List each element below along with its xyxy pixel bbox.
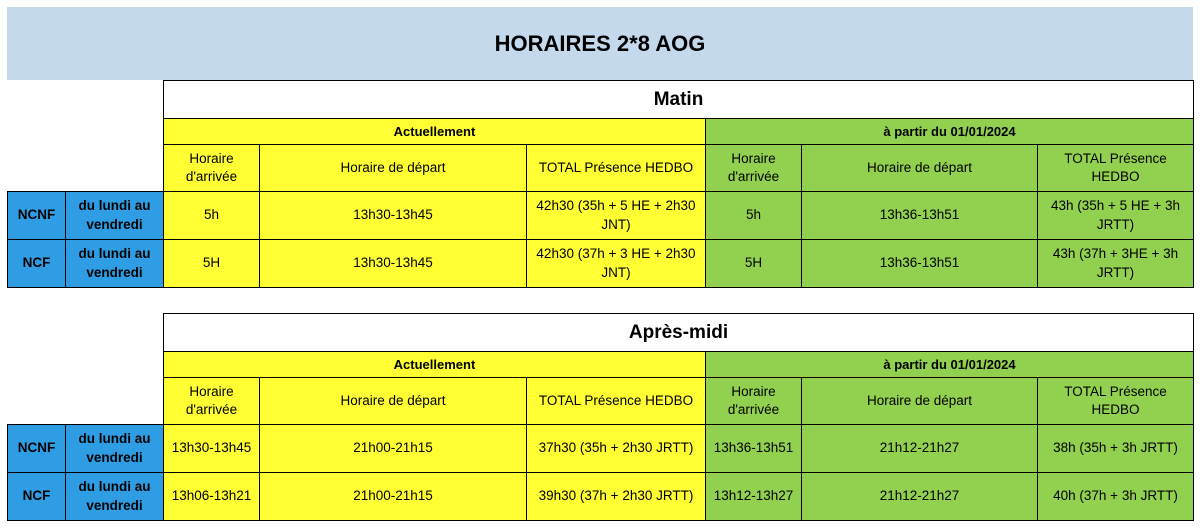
total-current-cell: 42h30 (35h + 5 HE + 2h30 JNT): [527, 192, 706, 240]
arrival-current-cell: 5H: [164, 240, 260, 288]
col-header-departure: Horaire de départ: [802, 145, 1038, 192]
total-current-cell: 42h30 (37h + 3 HE + 2h30 JNT): [527, 240, 706, 288]
arrival-future-cell: 5h: [706, 192, 802, 240]
days-cell: du lundi au vendredi: [66, 192, 164, 240]
future-period-header: à partir du 01/01/2024: [706, 352, 1194, 378]
departure-future-cell: 13h36-13h51: [802, 192, 1038, 240]
total-future-cell: 43h (37h + 3HE + 3h JRTT): [1038, 240, 1194, 288]
arrival-current-cell: 13h06-13h21: [164, 473, 260, 521]
category-cell: NCF: [8, 240, 66, 288]
col-header-departure: Horaire de départ: [260, 145, 527, 192]
total-future-cell: 43h (35h + 5 HE + 3h JRTT): [1038, 192, 1194, 240]
departure-current-cell: 13h30-13h45: [260, 240, 527, 288]
total-future-cell: 38h (35h + 3h JRTT): [1038, 425, 1194, 473]
departure-current-cell: 13h30-13h45: [260, 192, 527, 240]
arrival-current-cell: 13h30-13h45: [164, 425, 260, 473]
future-period-header: à partir du 01/01/2024: [706, 119, 1194, 145]
col-header-total: TOTAL Présence HEDBO: [1038, 145, 1194, 192]
col-header-total: TOTAL Présence HEDBO: [527, 378, 706, 425]
departure-future-cell: 21h12-21h27: [802, 473, 1038, 521]
current-period-header: Actuellement: [164, 352, 706, 378]
col-header-arrival: Horaire d'arrivée: [706, 145, 802, 192]
table-row: [8, 473, 1194, 521]
departure-current-cell: 21h00-21h15: [260, 473, 527, 521]
col-header-total: TOTAL Présence HEDBO: [1038, 378, 1194, 425]
days-cell: du lundi au vendredi: [66, 473, 164, 521]
col-header-arrival: Horaire d'arrivée: [164, 145, 260, 192]
category-cell: NCNF: [8, 192, 66, 240]
schedule-table-matin: [7, 80, 1194, 288]
table-row: [8, 192, 1194, 240]
arrival-future-cell: 13h12-13h27: [706, 473, 802, 521]
arrival-future-cell: 13h36-13h51: [706, 425, 802, 473]
arrival-current-cell: 5h: [164, 192, 260, 240]
table-row: [8, 425, 1194, 473]
departure-current-cell: 21h00-21h15: [260, 425, 527, 473]
departure-future-cell: 21h12-21h27: [802, 425, 1038, 473]
departure-future-cell: 13h36-13h51: [802, 240, 1038, 288]
col-header-departure: Horaire de départ: [802, 378, 1038, 425]
arrival-future-cell: 5H: [706, 240, 802, 288]
section-title: Après-midi: [164, 314, 1194, 352]
days-cell: du lundi au vendredi: [66, 240, 164, 288]
current-period-header: Actuellement: [164, 119, 706, 145]
table-row: [8, 240, 1194, 288]
col-header-departure: Horaire de départ: [260, 378, 527, 425]
col-header-arrival: Horaire d'arrivée: [164, 378, 260, 425]
days-cell: du lundi au vendredi: [66, 425, 164, 473]
col-header-arrival: Horaire d'arrivée: [706, 378, 802, 425]
category-cell: NCNF: [8, 425, 66, 473]
col-header-total: TOTAL Présence HEDBO: [527, 145, 706, 192]
total-current-cell: 37h30 (35h + 2h30 JRTT): [527, 425, 706, 473]
schedule-table-apres-midi: [7, 313, 1194, 521]
total-current-cell: 39h30 (37h + 2h30 JRTT): [527, 473, 706, 521]
page-title: HORAIRES 2*8 AOG: [7, 7, 1193, 80]
category-cell: NCF: [8, 473, 66, 521]
section-title: Matin: [164, 81, 1194, 119]
total-future-cell: 40h (37h + 3h JRTT): [1038, 473, 1194, 521]
